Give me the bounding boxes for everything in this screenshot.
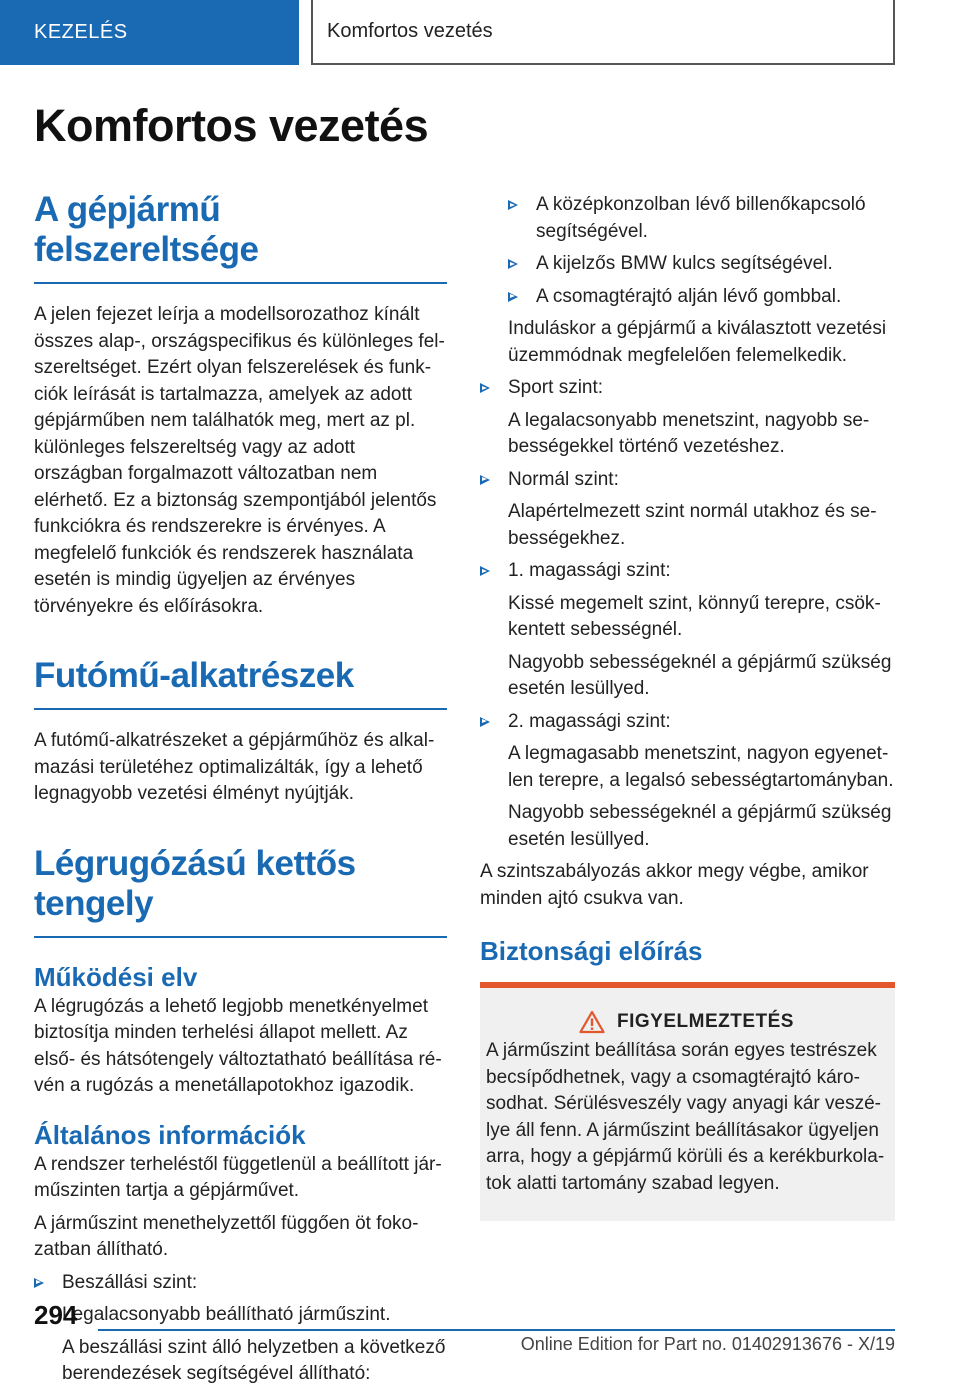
footer-edition: Online Edition for Part no. 01402913676 - X/19 (520, 1334, 895, 1354)
footer-divider (98, 1329, 895, 1331)
paragraph-function: A légrugózás a lehető legjobb menetkényelmet biztosítja minden terhelési állapot mellett. Az első- és hátsótengely változtatható beállítása révén a rugózás a menetállapotokhoz igazodik. (34, 995, 442, 1096)
heading-suspension: Futómű-alkatrészek (34, 656, 447, 710)
warning-triangle-icon (579, 1010, 605, 1034)
paragraph-suspension: A futómű-alkatrészeket a gépjárműhöz és alkalmazási területéhez optimalizálták, így a lehető legnagyobb vezetési élményt nyújtják. (34, 730, 435, 804)
page-number: 294 (34, 1300, 78, 1330)
height-level-1-description: Kissé megemelt szint, könnyű terepre, csökkentett sebességnél. (508, 592, 881, 640)
list-item-display-key (480, 251, 895, 278)
warning-box (480, 982, 895, 1221)
list-item-label: A kijelzős BMW kulcs segítségével. (536, 253, 833, 274)
bullet-triangle-icon (508, 284, 520, 311)
height-level-2-description: A legmagasabb menetszint, nagyon egyenetlen terepre, a legalsó sebességtartományban. (508, 743, 894, 791)
paragraph-general-1: A rendszer terheléstől függetlenül a beállított járműszinten tartja a gépjárművet. (34, 1153, 442, 1201)
warning-text: A járműszint beállítása során egyes testrészek becsípődhetnek, vagy a csomagtérajtó károsodhat. Sérülésveszély vagy anyagi kár veszélye áll fenn. A járműszint beállításakor ügyeljen arra, hogy a gépjármű körüli és a kerékburkolatok alatti tartomány szabad legyen. (486, 1040, 885, 1194)
list-item-console-switch (480, 192, 895, 245)
bullet-triangle-icon (480, 375, 492, 402)
page-title: Komfortos vezetés (34, 100, 429, 151)
header-chapter-box (311, 0, 895, 65)
list-item-normal-level (480, 467, 895, 494)
height-level-1-note: Nagyobb sebességeknél a gépjármű szükség esetén lesüllyed. (508, 651, 892, 699)
sport-level-description: A legalacsonyabb menetszint, nagyobb sebességekkel történő vezetéshez. (508, 409, 870, 457)
paragraph-equipment: A jelen fejezet leírja a modellsorozathoz kínált összes alap-, országspecifikus és különleges felszereltséget. Ezért olyan felszerelések és funkciók leírását is tartalmazza, amelyek az adott gépjárműben nem találhatók meg, mert az pl. különleges felszereltség vagy az adott országban forgalmazott változatban nem elérhető. Ez a biztonság szempontjából jelentős funkciókra és rendszerekre is érvényes. A megfelelő funkciók és rendszerek használata esetén is mindig ügyeljen az érvényes törvényekre és előírásokra. (34, 304, 445, 617)
normal-level-description: Alapértelmezett szint normál utakhoz és sebességekhez. (508, 501, 877, 549)
heading-function: Működési elv (34, 961, 198, 992)
list-item-label: 1. magassági szint: (508, 560, 671, 581)
list-item-label: Normál szint: (508, 468, 619, 490)
height-level-2-note: Nagyobb sebességeknél a gépjármű szükség esetén lesüllyed. (508, 802, 892, 850)
paragraph-general-2: A járműszint menethelyzettől függően öt fokozatban állítható. (34, 1212, 419, 1260)
bullet-triangle-icon (480, 709, 492, 736)
entry-level-adjustment: A beszállási szint álló helyzetben a következő berendezések segítségével állítható: (62, 1336, 446, 1384)
left-column (34, 190, 447, 1388)
list-item-label: A középkonzolban lévő billenőkapcsoló segítségével. (536, 194, 866, 242)
header-section-tab (0, 0, 299, 65)
warning-header (486, 1010, 887, 1034)
list-item-entry-level (34, 1270, 447, 1297)
list-item-label: A csomagtérajtó alján lévő gombbal. (536, 285, 842, 307)
bullet-triangle-icon (508, 192, 520, 219)
heading-general: Általános információk (34, 1119, 306, 1150)
heading-equipment: A gépjármű felszereltsége (34, 190, 447, 284)
list-item-tailgate-button (480, 284, 895, 311)
list-item-label: 2. magassági szint: (508, 710, 671, 732)
header-chapter-label: Komfortos vezetés (327, 20, 493, 42)
entry-level-note: Induláskor a gépjármű a kiválasztott vezetési üzemmódnak megfelelően felemelkedik. (508, 318, 887, 366)
list-item-label: Beszállási szint: (62, 1271, 198, 1293)
list-item-label: Sport szint: (508, 377, 604, 398)
header-section-label: KEZELÉS (34, 21, 128, 43)
heading-safety: Biztonsági előírás (480, 936, 703, 966)
list-item-height-level-2 (480, 709, 895, 736)
right-column (480, 192, 895, 1221)
bullet-triangle-icon (34, 1270, 46, 1297)
entry-level-description: Legalacsonyabb beállítható járműszint. (62, 1304, 391, 1325)
list-item-height-level-1 (480, 558, 895, 585)
bullet-triangle-icon (508, 251, 520, 278)
bullet-triangle-icon (480, 467, 492, 494)
heading-air-suspension: Légrugózású kettős tengely (34, 844, 447, 938)
list-item-sport-level (480, 375, 895, 402)
warning-title: FIGYELMEZTETÉS (617, 1011, 794, 1032)
paragraph-level-control: A szintszabályozás akkor megy végbe, amikor minden ajtó csukva van. (480, 861, 869, 909)
bullet-triangle-icon (480, 558, 492, 585)
